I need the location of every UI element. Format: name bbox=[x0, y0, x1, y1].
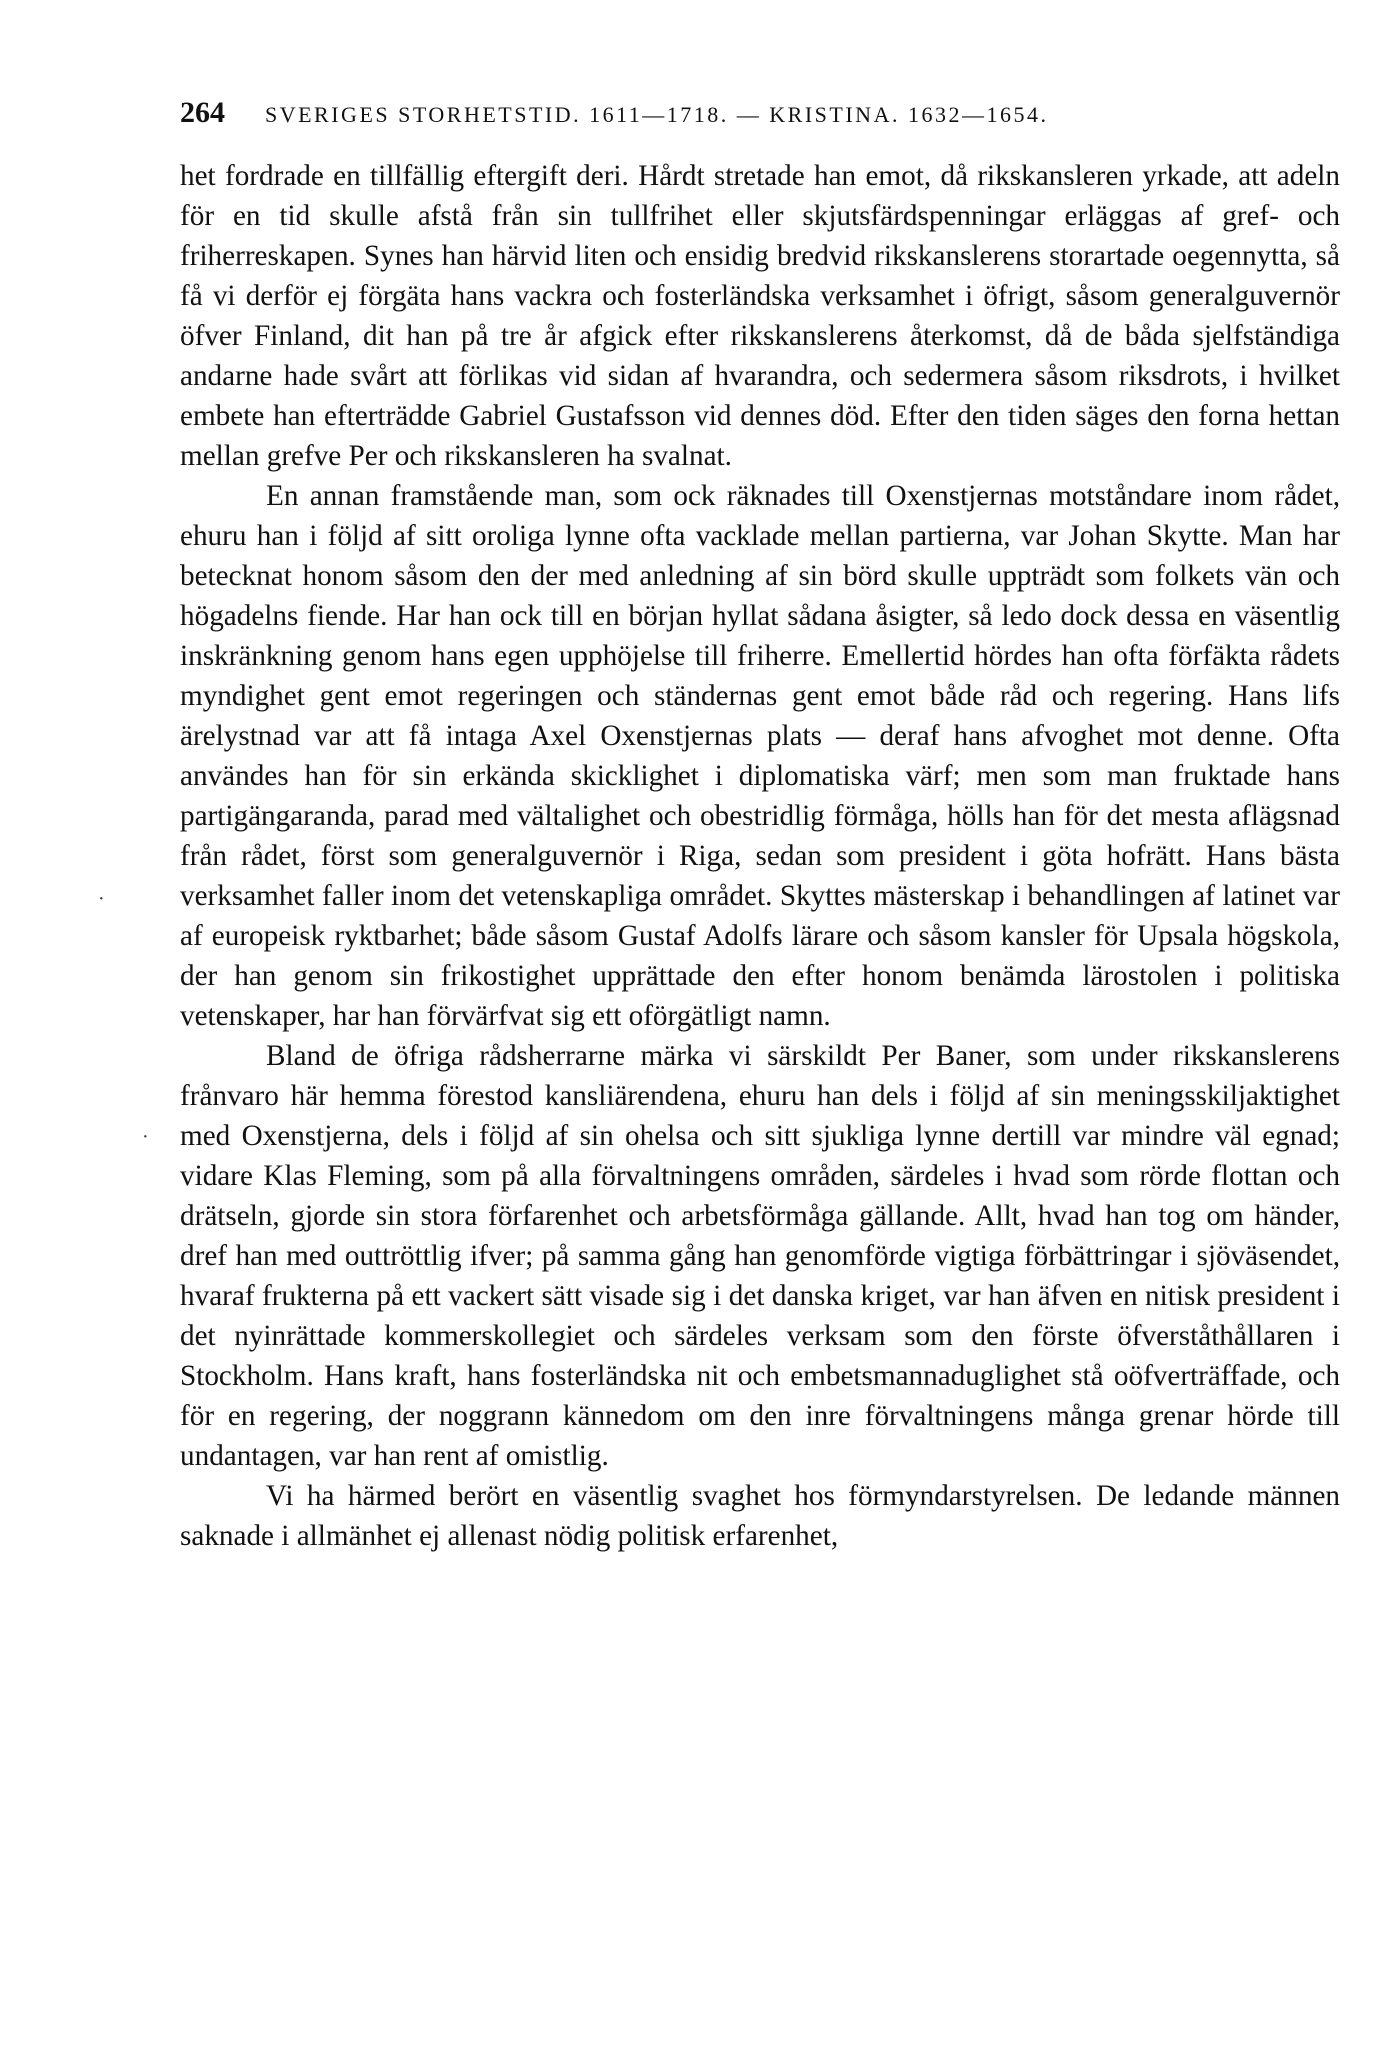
running-head bbox=[180, 96, 1340, 130]
page-number: 264 bbox=[180, 96, 225, 129]
body-text bbox=[180, 156, 1340, 1556]
running-head-title: SVERIGES STORHETSTID. 1611—1718. — KRISTINA. 1632—1654. bbox=[265, 102, 1049, 127]
margin-mark: · bbox=[98, 888, 105, 910]
book-page bbox=[180, 96, 1340, 1556]
margin-mark: · bbox=[142, 1126, 149, 1148]
paragraph-1: het fordrade en tillfällig eftergift deri. Hårdt stretade han emot, då rikskansleren yrkade, att adeln för en tid skulle afstå från sin tullfrihet eller skjutsfärdspenningar erläggas af gref- och friherreskapen. Synes han härvid liten och ensidig bredvid rikskanslerens storartade oegennytta, så få vi derför ej förgäta hans vackra och fosterländska verksamhet i öfrigt, såsom generalguvernör öfver Finland, dit han på tre år afgick efter rikskanslerens återkomst, då de båda sjelfständiga andarne hade svårt att förlikas vid sidan af hvarandra, och sedermera såsom riksdrots, i hvilket embete han efterträdde Gabriel Gustafsson vid dennes död. Efter den tiden säges den forna hettan mellan grefve Per och rikskansleren ha svalnat. bbox=[180, 160, 1340, 472]
paragraph-2: En annan framstående man, som ock räknades till Oxenstjernas motståndare inom rådet, ehuru han i följd af sitt oroliga lynne ofta vacklade mellan partierna, var Johan Skytte. Man har betecknat honom såsom den der med anledning af sin börd skulle uppträdt som folkets vän och högadelns fiende. Har han ock till en början hyllat sådana åsigter, så ledo dock dessa en väsentlig inskränkning genom hans egen upphöjelse till friherre. Emellertid hördes han ofta förfäkta rådets myndighet gent emot regeringen och ständernas gent emot både råd och regering. Hans lifs ärelystnad var att få intaga Axel Oxenstjernas plats — deraf hans afvoghet mot denne. Ofta användes han för sin erkända skicklighet i diplomatiska värf; men som man fruktade hans partigängaranda, parad med vältalighet och obestridlig förmåga, hölls han för det mesta aflägsnad från rådet, först som generalguvernör i Riga, sedan som president i göta hofrätt. Hans bästa verksamhet faller inom det vetenskapliga området. Skyttes mästerskap i behandlingen af latinet var af europeisk ryktbarhet; både såsom Gustaf Adolfs lärare och såsom kansler för Upsala högskola, der han genom sin frikostighet upprättade den efter honom benämda lärostolen i politiska vetenskaper, har han förvärfvat sig ett oförgätligt namn. bbox=[180, 480, 1340, 1032]
paragraph-4: Vi ha härmed berört en väsentlig svaghet hos förmyndarstyrelsen. De ledande männen saknade i allmänhet ej allenast nödig politisk erfarenhet, bbox=[180, 1480, 1340, 1552]
paragraph-3: Bland de öfriga rådsherrarne märka vi särskildt Per Baner, som under rikskanslerens frånvaro här hemma förestod kansliärendena, ehuru han dels i följd af sin meningsskiljaktighet med Oxenstjerna, dels i följd af sin ohelsa och sitt sjukliga lynne dertill var mindre väl egnad; vidare Klas Fleming, som på alla förvaltningens områden, särdeles i hvad som rörde flottan och drätseln, gjorde sin stora förfarenhet och arbetsförmåga gällande. Allt, hvad han tog om händer, dref han med outtröttlig ifver; på samma gång han genomförde vigtiga förbättringar i sjöväsendet, hvaraf frukterna på ett vackert sätt visade sig i det danska kriget, var han äfven en nitisk president i det nyinrättade kommerskollegiet och särdeles verksam som den förste öfverståthållaren i Stockholm. Hans kraft, hans fosterländska nit och embetsmannaduglighet stå oöfverträffade, och för en regering, der noggrann kännedom om den inre förvaltningens många grenar hörde till undantagen, var han rent af omistlig. bbox=[180, 1040, 1340, 1472]
